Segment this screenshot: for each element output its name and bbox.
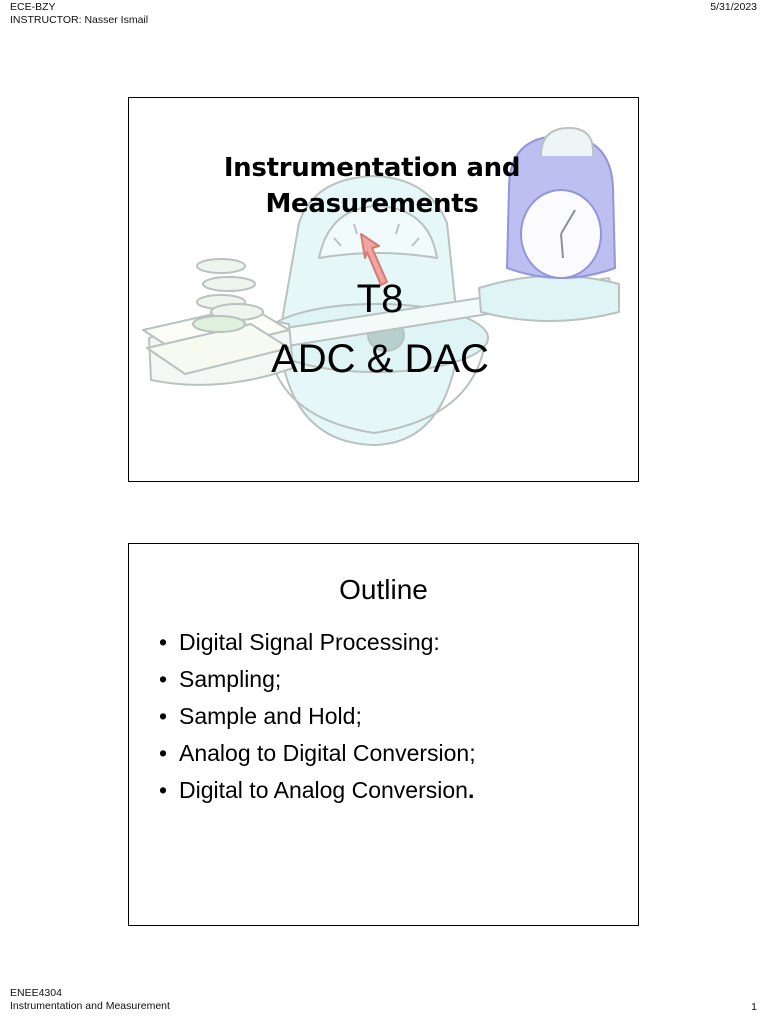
instructor-name: INSTRUCTOR: Nasser Ismail xyxy=(10,14,149,26)
list-item-period: . xyxy=(467,777,475,803)
slide-subtitle-name: ADC & DAC xyxy=(271,337,489,381)
page-number: 1 xyxy=(751,1001,757,1013)
page-date: 5/31/2023 xyxy=(710,1,757,13)
list-item-text: Sample and Hold; xyxy=(179,703,362,729)
slide-subtitle-topic: T8 xyxy=(356,277,404,321)
list-item-text: Analog to Digital Conversion; xyxy=(179,740,476,766)
bullet-icon: • xyxy=(159,777,168,803)
bullet-icon: • xyxy=(159,629,168,655)
course-code: ECE-BZY xyxy=(10,1,56,13)
list-item xyxy=(159,661,476,698)
slide-title xyxy=(129,150,615,222)
page-header-left xyxy=(10,1,148,27)
slide-title-line2: Measurements xyxy=(265,189,479,219)
list-item xyxy=(159,698,476,735)
outline-slide xyxy=(128,543,639,926)
list-item-text: Digital Signal Processing: xyxy=(179,629,440,655)
slide-title-line1: Instrumentation and xyxy=(223,153,521,183)
list-item xyxy=(159,772,476,809)
bullet-icon: • xyxy=(159,666,168,692)
course-number: ENEE4304 xyxy=(10,987,62,999)
list-item xyxy=(159,624,476,661)
bullet-icon: • xyxy=(159,703,168,729)
page-footer-left xyxy=(10,987,170,1013)
course-name: Instrumentation and Measurement xyxy=(10,1000,170,1012)
bullet-icon: • xyxy=(159,740,168,766)
outline-title: Outline xyxy=(339,574,428,605)
list-item xyxy=(159,735,476,772)
title-slide xyxy=(128,97,639,482)
list-item-text: Sampling; xyxy=(179,666,282,692)
outline-list xyxy=(159,624,476,809)
list-item-text: Digital to Analog Conversion xyxy=(179,777,468,803)
